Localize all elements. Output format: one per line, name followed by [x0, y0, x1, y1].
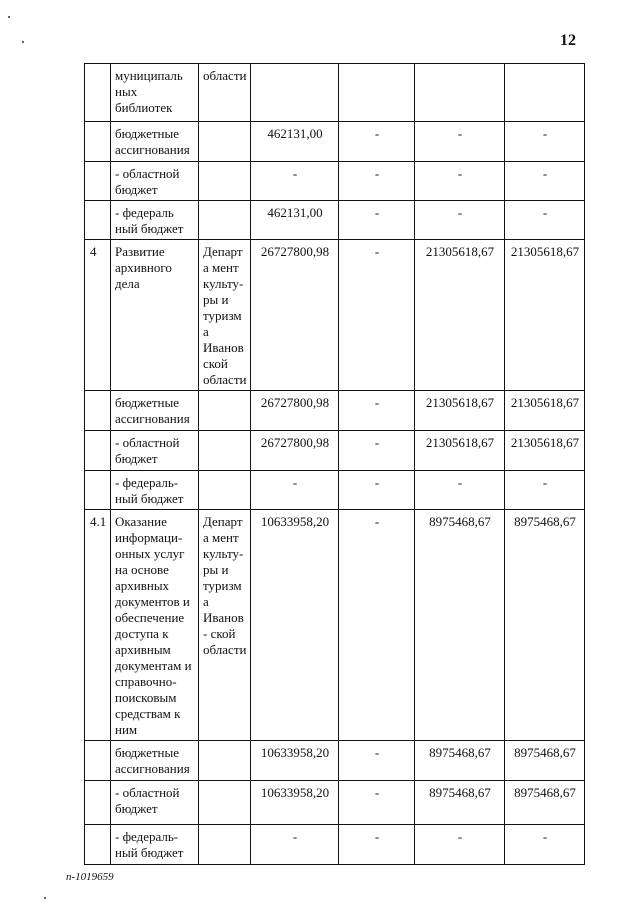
amount-col-4: 8975468,67 — [505, 510, 585, 741]
amount-col-3: 8975468,67 — [415, 741, 505, 781]
row-executor — [199, 431, 251, 471]
amount-total: 26727800,98 — [251, 240, 339, 391]
amount-col-3: 8975468,67 — [415, 510, 505, 741]
row-name: - федераль- ный бюджет — [111, 471, 199, 510]
table-row — [85, 471, 585, 510]
amount-col-3: - — [415, 825, 505, 865]
row-number — [85, 431, 111, 471]
amount-col-4: - — [505, 825, 585, 865]
row-name: - областной бюджет — [111, 162, 199, 201]
amount-col-3: - — [415, 471, 505, 510]
amount-col-2: - — [339, 825, 415, 865]
row-executor — [199, 741, 251, 781]
amount-col-2: - — [339, 781, 415, 825]
row-name: бюджетные ассигнования — [111, 741, 199, 781]
amount-col-4: 8975468,67 — [505, 781, 585, 825]
row-number — [85, 162, 111, 201]
scan-speck — [44, 897, 46, 899]
page-number: 12 — [560, 32, 576, 49]
amount-col-4: 21305618,67 — [505, 240, 585, 391]
amount-total: - — [251, 471, 339, 510]
row-executor — [199, 201, 251, 240]
amount-total: - — [251, 162, 339, 201]
row-number — [85, 122, 111, 162]
amount-col-4: - — [505, 471, 585, 510]
table-row — [85, 510, 585, 741]
amount-col-2 — [339, 64, 415, 122]
amount-total: 26727800,98 — [251, 431, 339, 471]
amount-col-4: 21305618,67 — [505, 391, 585, 431]
amount-col-3: - — [415, 122, 505, 162]
document-code: n-1019659 — [66, 871, 114, 883]
row-name: муниципаль ных библиотек — [111, 64, 199, 122]
amount-total: 26727800,98 — [251, 391, 339, 431]
row-name: Развитие архивного дела — [111, 240, 199, 391]
amount-col-2: - — [339, 391, 415, 431]
table-row — [85, 781, 585, 825]
amount-col-3 — [415, 64, 505, 122]
amount-total: - — [251, 825, 339, 865]
table-row — [85, 825, 585, 865]
amount-col-3: 8975468,67 — [415, 781, 505, 825]
row-number: 4.1 — [85, 510, 111, 741]
amount-col-4 — [505, 64, 585, 122]
row-number — [85, 471, 111, 510]
row-number — [85, 391, 111, 431]
amount-col-4: - — [505, 162, 585, 201]
row-executor: области — [199, 64, 251, 122]
table-row — [85, 391, 585, 431]
table-row — [85, 122, 585, 162]
row-name: - федераль ный бюджет — [111, 201, 199, 240]
row-executor — [199, 391, 251, 431]
amount-total: 10633958,20 — [251, 741, 339, 781]
amount-col-4: - — [505, 122, 585, 162]
row-name: бюджетные ассигнования — [111, 391, 199, 431]
amount-col-3: - — [415, 162, 505, 201]
row-name: - областной бюджет — [111, 431, 199, 471]
table-row — [85, 240, 585, 391]
row-executor — [199, 825, 251, 865]
row-executor — [199, 781, 251, 825]
row-number — [85, 64, 111, 122]
amount-col-2: - — [339, 741, 415, 781]
amount-col-2: - — [339, 431, 415, 471]
amount-col-2: - — [339, 471, 415, 510]
row-number — [85, 741, 111, 781]
amount-col-2: - — [339, 240, 415, 391]
row-number — [85, 825, 111, 865]
amount-col-2: - — [339, 162, 415, 201]
table-row — [85, 431, 585, 471]
amount-total: 462131,00 — [251, 201, 339, 240]
amount-col-3: - — [415, 201, 505, 240]
budget-table — [84, 63, 585, 865]
amount-col-3: 21305618,67 — [415, 431, 505, 471]
scan-speck — [8, 16, 10, 18]
row-executor — [199, 162, 251, 201]
row-name: Оказание информаци- онных услуг на основе архивных документов и обеспечение доступа к архивным документам и справочно- поисковым средствам к ним — [111, 510, 199, 741]
table-row — [85, 201, 585, 240]
amount-col-2: - — [339, 122, 415, 162]
amount-col-3: 21305618,67 — [415, 391, 505, 431]
row-executor — [199, 471, 251, 510]
amount-col-4: 8975468,67 — [505, 741, 585, 781]
amount-col-4: 21305618,67 — [505, 431, 585, 471]
row-number: 4 — [85, 240, 111, 391]
row-name: - федераль- ный бюджет — [111, 825, 199, 865]
row-executor — [199, 122, 251, 162]
amount-col-3: 21305618,67 — [415, 240, 505, 391]
amount-total — [251, 64, 339, 122]
amount-col-2: - — [339, 201, 415, 240]
table-row — [85, 162, 585, 201]
row-number — [85, 201, 111, 240]
amount-total: 462131,00 — [251, 122, 339, 162]
row-name: - областной бюджет — [111, 781, 199, 825]
table-row — [85, 741, 585, 781]
amount-col-2: - — [339, 510, 415, 741]
row-name: бюджетные ассигнования — [111, 122, 199, 162]
row-executor: Департа мент культу- ры и туризма Иванов ской области — [199, 240, 251, 391]
amount-col-4: - — [505, 201, 585, 240]
scan-speck — [22, 41, 24, 43]
row-number — [85, 781, 111, 825]
amount-total: 10633958,20 — [251, 510, 339, 741]
row-executor: Департа мент культу- ры и туризма Иванов- ской области — [199, 510, 251, 741]
amount-total: 10633958,20 — [251, 781, 339, 825]
table-row — [85, 64, 585, 122]
